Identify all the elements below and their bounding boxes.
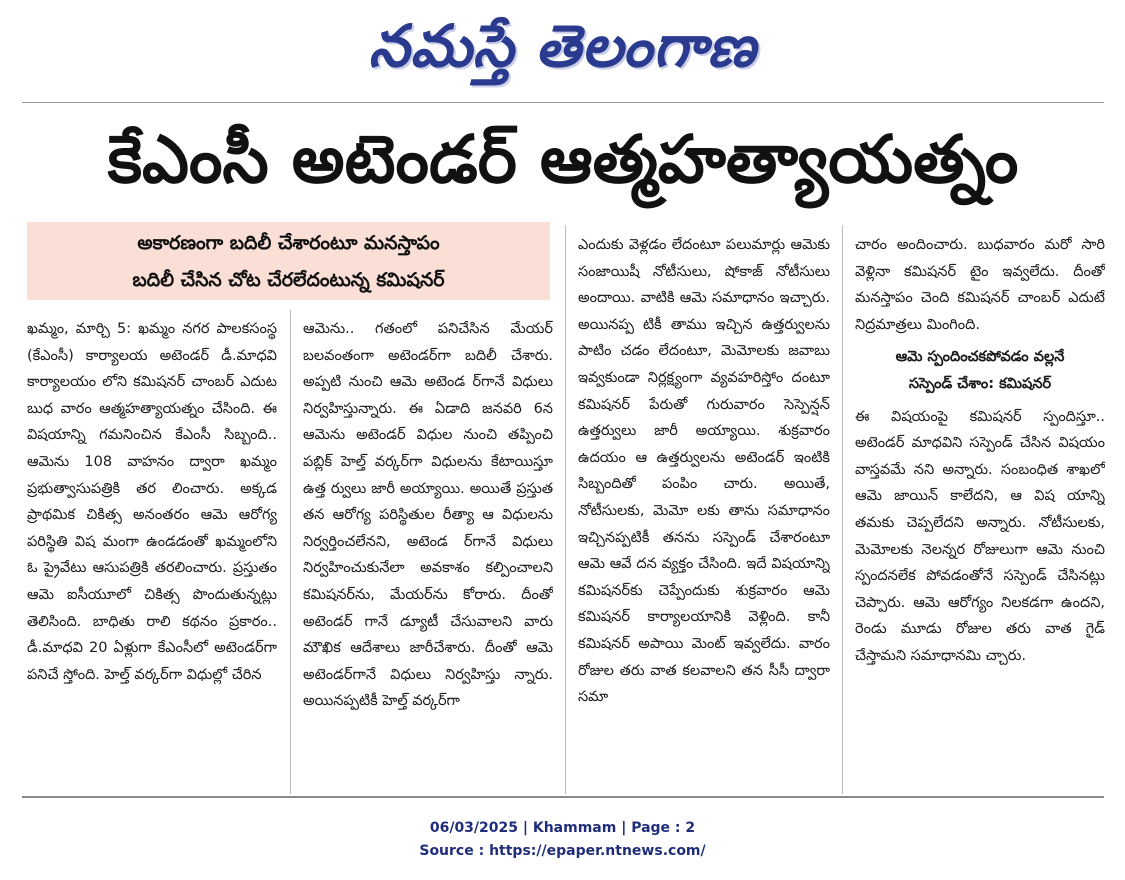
headline: కేఎంసీ అటెండర్ ఆత్మహత్యాయత్నం [107, 121, 1019, 198]
column-divider-1 [290, 310, 291, 794]
column-3-text: ఎందుకు వెళ్లడం లేదంటూ పలుమార్లు ఆమెకు సంజాయిషీ నోటీసులు, షోకాజ్ నోటీసులు అందాయి. వాటికి ఆమె సమాధానం ఇచ్చారు. అయినప్ప టికీ తాము ఇచ్చిన ఉత్తర్వులను పాటిం చడం లేదంటూ, మెమోలకు జవాబు ఇవ్వకుండా నిర్లక్ష్యంగా వ్యవహరిస్తోం దంటూ కమిషనర్ పేరుతో గురువారం సెస్పెన్షన్ ఉత్తర్వులు జారీ అయ్యాయి. శుక్రవారం ఉదయం ఆ ఉత్తర్వులను అటెండర్ ఇంటికి సిబ్బందితో పంపిం చారు. అయితే, నోటీసులకు, మెమో లకు తాను సమాధానం ఇచ్చినప్పటికీ తనను సస్పెండ్ చేశారంటూ ఆమె ఆవే దన వ్యక్తం చేసింది. ఇదే విషయాన్ని కమిషనర్‌కు చెప్పేందుకు శుక్రవారం ఆమె కమిషనర్ కార్యాలయానికి వెళ్లింది. కానీ కమిషనర్ అపాయి మెంట్ ఇవ్వలేదు. వారం రోజుల తరు వాత కలవాలని తన సీసీ ద్వారా సమా [578, 237, 830, 706]
subhead-line-1: అకారణంగా బదిలీ చేశారంటూ మనస్తాపం [137, 232, 440, 254]
footer-source-link[interactable]: Source : https://epaper.ntnews.com/ [419, 843, 706, 859]
article-column-2 [303, 316, 553, 792]
column-4-subhead-line-2: సస్పెండ్ చేశాం: కమిషనర్ [908, 375, 1052, 392]
footer-date-edition: 06/03/2025 | Khammam | Page : 2 [429, 820, 696, 836]
article-column-1 [27, 316, 277, 792]
column-4-text-top: చారం అందించారు. బుధవారం మరో సారి వెళ్లినా కమిషనర్ టైం ఇవ్వలేదు. దీంతో మనస్తాపం చెంది కమిషనర్ చాంబర్ ఎదుటే నిద్రమాత్రలు మింగింది. [855, 237, 1105, 333]
column-1-text: ఖమ్మం, మార్చి 5: ఖమ్మం నగర పాలకసంస్థ (కేఎంసీ) కార్యాలయ అటెండర్ డీ.మాధవి కార్యాలయం లోని కమిషనర్ చాంబర్ ఎదుట బుధ వారం ఆత్మహత్యాయత్నం చేసింది. ఈ విషయాన్ని గమనించిన కేఎంసీ సిబ్బంది.. ఆమెను 108 వాహనం ద్వారా ఖమ్మం ప్రభుత్వాసుపత్రికి తర లించారు. అక్కడ ప్రాథమిక చికిత్స అనంతరం ఆమె ఆరోగ్య పరిస్థితి విష మంగా ఉండడంతో ఖమ్మంలోని ఓ ప్రైవేటు ఆసుపత్రికి తరలించారు. ప్రస్తుతం ఆమె ఐసీయూలో చికిత్స పొందుతున్నట్లు తెలిసింది. బాధితు రాలి కథనం ప్రకారం.. డీ.మాధవి 20 ఏళ్లుగా కేఎంసీలో అటెండర్‌గా పనిచే స్తోంది. హెల్త్ వర్కర్‌గా విధుల్లో చేరిన [27, 321, 277, 683]
top-divider [22, 102, 1104, 103]
bottom-divider [22, 796, 1104, 798]
article-column-4 [855, 232, 1105, 792]
column-divider-2 [565, 225, 566, 794]
subhead-line-2: బదిలీ చేసిన చోట చేరలేదంటున్న కమిషనర్ [132, 269, 445, 291]
column-4-subhead [855, 344, 1105, 397]
subhead-box [27, 222, 550, 300]
column-4-subhead-line-1: ఆమె స్పందించకపోవడం వల్లనే [895, 349, 1065, 366]
column-2-text: ఆమెను.. గతంలో పనిచేసిన మేయర్ బలవంతంగా అటెండర్‌గా బదిలీ చేశారు. అప్పటి నుంచి ఆమె అటెండ ర్‌గానే విధులు నిర్వహిస్తున్నారు. ఈ ఏడాది జనవరి 6న ఆమెను అటెండర్ విధుల నుంచి తప్పించి పబ్లిక్ హెల్త్ వర్కర్‌గా విధులను కేటాయిస్తూ ఉత్త ర్వులు జారీ అయ్యాయి. అయితే ప్రస్తుత తన ఆరోగ్య పరిస్థితుల రీత్యా ఆ విధులను నిర్వర్తించలేనని, అటెండ ర్‌గానే విధులు నిర్వహించుకునేలా అవకాశం కల్పించాలని కమిషనర్‌ను, మేయర్‌ను కోరారు. దీంతో అటెండర్ గానే డ్యూటీ చేసువాలని వారు మౌఖిక ఆదేశాలు జారీచేశారు. దీంతో ఆమె అటెండర్‌గానే విధులు నిర్వహిస్తు న్నారు. అయినప్పటికీ హెల్త్ వర్కర్‌గా [303, 321, 553, 710]
column-divider-3 [842, 225, 843, 794]
article-column-3 [578, 232, 830, 792]
masthead-logo: నమస్తే తెలంగాణ [368, 12, 757, 80]
column-4-text-bottom: ఈ విషయంపై కమిషనర్ స్పందిస్తూ.. అటెండర్ మాధవిని సస్పెండ్ చేసిన విషయం వాస్తవమే నని అన్నారు. సంబంధిత శాఖలో ఆమె జాయిన్ కాలేదని, ఆ విష యాన్ని తమకు చెప్పలేదని అన్నారు. నోటీసులకు, మెమోలకు నెలన్నర రోజులుగా ఆమె నుంచి స్పందనలేక పోవడంతోనే సస్పెండ్ చేసినట్లు చెప్పారు. ఆమె ఆరోగ్యం నిలకడగా ఉందని, రెండు మూడు రోజుల తరు వాత గైడ్ చేస్తామని సమాధానమి చ్చారు. [855, 408, 1105, 664]
